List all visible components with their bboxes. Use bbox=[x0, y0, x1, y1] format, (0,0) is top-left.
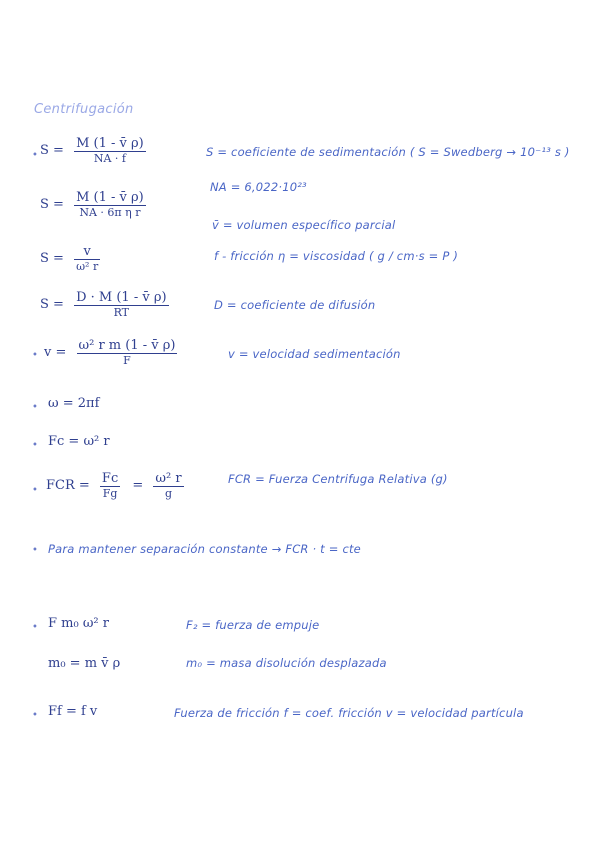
equation-sedimentation-diffusion: S = $\frac{D \cdot M (1 - v̄ \rho)}{RT}$ bbox=[40, 290, 167, 319]
note-sedimentation-coefficient: S = coeficiente de sedimentación ( S = Swedberg → 10⁻¹³ s ) bbox=[206, 145, 570, 159]
equation-sedimentation: S = $\frac{M (1 - v̄ \rho)}{NA \cdot f}$ bbox=[40, 136, 144, 165]
equation-velocity: v = $\frac{\text{ω² r m (1 - v̄ ρ)}}{F}$ bbox=[44, 338, 176, 367]
equation-fcr: FCR = $\frac{Fc}{Fg}$ = $\frac{\text{ω² r}}{g}$ bbox=[46, 471, 182, 500]
bullet-icon: • bbox=[32, 710, 38, 721]
page-title: Centrifugación bbox=[34, 102, 134, 117]
equation-friction-force: Ff = f v bbox=[48, 704, 98, 719]
note-buoyancy: F₂ = fuerza de empuje bbox=[186, 618, 320, 632]
bullet-icon: • bbox=[32, 150, 38, 161]
equation-buoyancy: F m₀ ω² r bbox=[48, 616, 109, 631]
equation-sedimentation-stokes: S = $\frac{M (1 - v̄ \rho)}{\text{NA · 6π η r}}$ bbox=[40, 190, 144, 219]
note-avogadro: NA = 6,022·10²³ bbox=[210, 180, 307, 194]
note-constant-separation: Para mantener separación constante → FCR · t = cte bbox=[48, 542, 361, 556]
note-displaced-mass: m₀ = masa disolución desplazada bbox=[186, 656, 387, 670]
equation-centrifugal-force: Fc = ω² r bbox=[48, 434, 110, 449]
equation-sedimentation-velocity: S = $\frac{v}{\text{ω² r}}$ bbox=[40, 244, 99, 273]
note-sedimentation-velocity: v = velocidad sedimentación bbox=[228, 347, 401, 361]
bullet-icon: • bbox=[32, 622, 38, 633]
note-fcr: FCR = Fuerza Centrifuga Relativa (g) bbox=[228, 472, 448, 486]
bullet-icon: • bbox=[32, 350, 38, 361]
equation-displaced-mass: m₀ = m v̄ ρ bbox=[48, 656, 121, 671]
bullet-icon: • bbox=[32, 485, 38, 496]
note-diffusion-coefficient: D = coeficiente de difusión bbox=[214, 298, 376, 312]
bullet-icon: • bbox=[32, 402, 38, 413]
note-specific-volume: v̄ = volumen específico parcial bbox=[212, 218, 396, 232]
note-friction-viscosity: f - fricción η = viscosidad ( g / cm·s = P ) bbox=[214, 249, 458, 263]
equation-angular-velocity: ω = 2πf bbox=[48, 396, 100, 411]
bullet-icon: • bbox=[32, 440, 38, 451]
bullet-icon: • bbox=[32, 545, 38, 556]
note-friction-force: Fuerza de fricción f = coef. fricción v = velocidad partícula bbox=[174, 706, 524, 720]
